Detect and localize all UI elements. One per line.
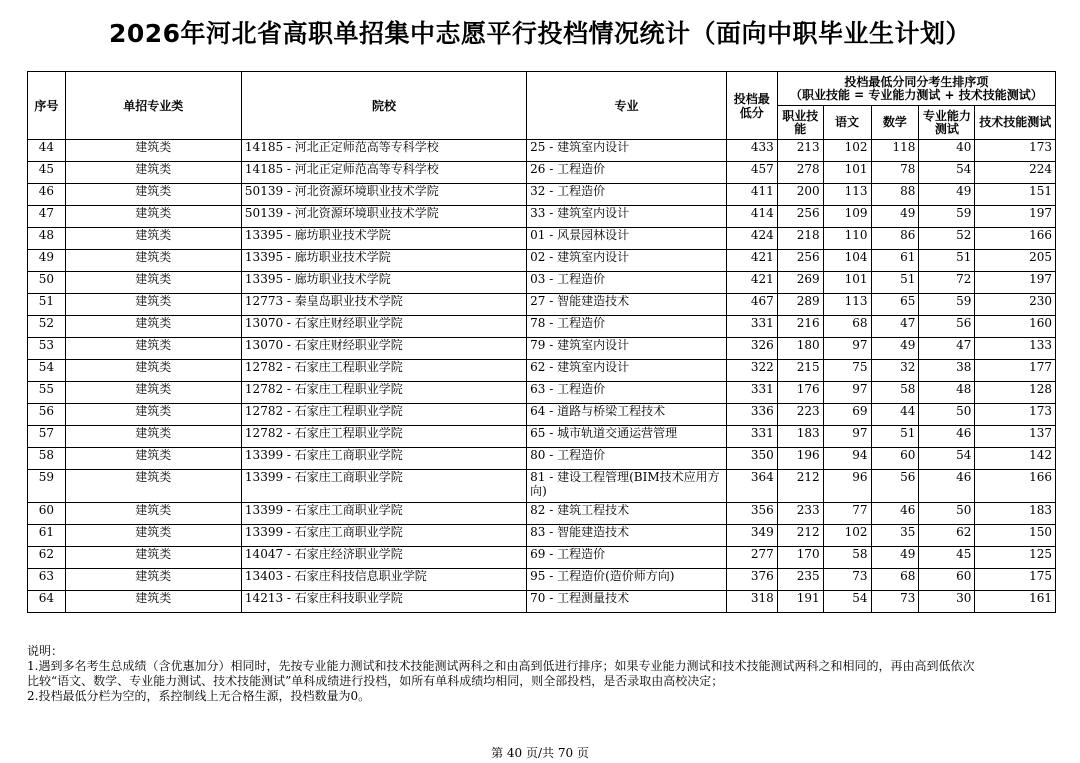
header-chinese: 语文	[823, 106, 871, 140]
cell-voc: 256	[777, 250, 823, 272]
cell-prof: 50	[919, 404, 975, 426]
cell-school: 13399 - 石家庄工商职业学院	[241, 525, 526, 547]
cell-tech: 183	[975, 503, 1056, 525]
cell-voc: 218	[777, 228, 823, 250]
table-row	[28, 206, 1056, 228]
cell-chinese: 54	[823, 591, 871, 613]
cell-math: 60	[871, 448, 919, 470]
table-row	[28, 525, 1056, 547]
cell-category: 建筑类	[65, 404, 241, 426]
cell-category: 建筑类	[65, 470, 241, 503]
table-row	[28, 448, 1056, 470]
cell-voc: 223	[777, 404, 823, 426]
table-row	[28, 470, 1056, 503]
cell-voc: 212	[777, 525, 823, 547]
cell-voc: 183	[777, 426, 823, 448]
header-voc: 职业技能	[777, 106, 823, 140]
cell-min-score: 331	[726, 316, 777, 338]
table-row	[28, 184, 1056, 206]
table-row	[28, 569, 1056, 591]
cell-min-score: 277	[726, 547, 777, 569]
table-row	[28, 591, 1056, 613]
cell-prof: 46	[919, 426, 975, 448]
cell-school: 14213 - 石家庄科技职业学院	[241, 591, 526, 613]
cell-school: 13395 - 廊坊职业技术学院	[241, 272, 526, 294]
cell-math: 49	[871, 338, 919, 360]
cell-chinese: 113	[823, 294, 871, 316]
table-row	[28, 316, 1056, 338]
cell-seq: 48	[28, 228, 66, 250]
cell-min-score: 331	[726, 382, 777, 404]
note-line-1: 1.遇到多名考生总成绩（含优惠加分）相同时，先按专业能力测试和技术技能测试两科之和由高到低进行排序；如果专业能力测试和技术技能测试两科之和相同的，再由高到低依次	[27, 659, 975, 673]
table-row	[28, 228, 1056, 250]
cell-voc: 200	[777, 184, 823, 206]
cell-prof: 56	[919, 316, 975, 338]
cell-voc: 213	[777, 140, 823, 162]
cell-tech: 230	[975, 294, 1056, 316]
cell-tech: 151	[975, 184, 1056, 206]
cell-math: 73	[871, 591, 919, 613]
cell-voc: 191	[777, 591, 823, 613]
cell-math: 58	[871, 382, 919, 404]
cell-min-score: 433	[726, 140, 777, 162]
cell-tech: 125	[975, 547, 1056, 569]
header-school: 院校	[241, 72, 526, 140]
cell-tech: 173	[975, 404, 1056, 426]
cell-major: 27 - 智能建造技术	[527, 294, 727, 316]
cell-math: 86	[871, 228, 919, 250]
cell-category: 建筑类	[65, 250, 241, 272]
cell-school: 14185 - 河北正定师范高等专科学校	[241, 140, 526, 162]
cell-category: 建筑类	[65, 140, 241, 162]
cell-prof: 59	[919, 206, 975, 228]
cell-major: 70 - 工程测量技术	[527, 591, 727, 613]
table-row	[28, 140, 1056, 162]
cell-chinese: 58	[823, 547, 871, 569]
table-row	[28, 338, 1056, 360]
table-row	[28, 294, 1056, 316]
cell-school: 12782 - 石家庄工程职业学院	[241, 426, 526, 448]
cell-math: 49	[871, 547, 919, 569]
cell-min-score: 356	[726, 503, 777, 525]
cell-major: 69 - 工程造价	[527, 547, 727, 569]
cell-math: 49	[871, 206, 919, 228]
cell-min-score: 376	[726, 569, 777, 591]
cell-chinese: 109	[823, 206, 871, 228]
cell-category: 建筑类	[65, 382, 241, 404]
cell-prof: 47	[919, 338, 975, 360]
cell-math: 88	[871, 184, 919, 206]
cell-tech: 205	[975, 250, 1056, 272]
note-line-3: 2.投档最低分栏为空的，系控制线上无合格生源，投档数量为0。	[27, 689, 371, 703]
header-rank-group-line2: （职业技能 = 专业能力测试 + 技术技能测试）	[789, 87, 1043, 102]
table-row	[28, 272, 1056, 294]
cell-major: 81 - 建设工程管理(BIM技术应用方向)	[527, 470, 727, 503]
cell-math: 47	[871, 316, 919, 338]
cell-prof: 48	[919, 382, 975, 404]
cell-min-score: 421	[726, 250, 777, 272]
cell-seq: 45	[28, 162, 66, 184]
cell-tech: 224	[975, 162, 1056, 184]
cell-chinese: 73	[823, 569, 871, 591]
cell-voc: 196	[777, 448, 823, 470]
header-category: 单招专业类	[65, 72, 241, 140]
page-title: 2026年河北省高职单招集中志愿平行投档情况统计（面向中职毕业生计划）	[108, 19, 972, 48]
cell-category: 建筑类	[65, 316, 241, 338]
cell-min-score: 336	[726, 404, 777, 426]
cell-category: 建筑类	[65, 338, 241, 360]
cell-prof: 62	[919, 525, 975, 547]
table-body	[28, 140, 1056, 613]
cell-school: 12782 - 石家庄工程职业学院	[241, 382, 526, 404]
cell-school: 12782 - 石家庄工程职业学院	[241, 404, 526, 426]
cell-major: 62 - 建筑室内设计	[527, 360, 727, 382]
table-row	[28, 503, 1056, 525]
cell-seq: 44	[28, 140, 66, 162]
cell-min-score: 349	[726, 525, 777, 547]
cell-seq: 46	[28, 184, 66, 206]
cell-category: 建筑类	[65, 272, 241, 294]
cell-category: 建筑类	[65, 503, 241, 525]
cell-tech: 161	[975, 591, 1056, 613]
cell-seq: 47	[28, 206, 66, 228]
cell-school: 13399 - 石家庄工商职业学院	[241, 470, 526, 503]
cell-category: 建筑类	[65, 206, 241, 228]
cell-major: 82 - 建筑工程技术	[527, 503, 727, 525]
cell-tech: 150	[975, 525, 1056, 547]
cell-voc: 289	[777, 294, 823, 316]
header-seq: 序号	[28, 72, 66, 140]
cell-chinese: 101	[823, 162, 871, 184]
cell-school: 14185 - 河北正定师范高等专科学校	[241, 162, 526, 184]
cell-seq: 62	[28, 547, 66, 569]
cell-category: 建筑类	[65, 591, 241, 613]
cell-prof: 45	[919, 547, 975, 569]
cell-prof: 38	[919, 360, 975, 382]
cell-major: 26 - 工程造价	[527, 162, 727, 184]
cell-school: 13403 - 石家庄科技信息职业学院	[241, 569, 526, 591]
cell-tech: 133	[975, 338, 1056, 360]
cell-prof: 40	[919, 140, 975, 162]
cell-tech: 197	[975, 206, 1056, 228]
cell-major: 64 - 道路与桥梁工程技术	[527, 404, 727, 426]
cell-major: 33 - 建筑室内设计	[527, 206, 727, 228]
table-row	[28, 360, 1056, 382]
cell-category: 建筑类	[65, 426, 241, 448]
cell-math: 65	[871, 294, 919, 316]
cell-tech: 166	[975, 228, 1056, 250]
cell-major: 83 - 智能建造技术	[527, 525, 727, 547]
cell-prof: 46	[919, 470, 975, 503]
table-row	[28, 547, 1056, 569]
cell-chinese: 104	[823, 250, 871, 272]
header-prof: 专业能力测试	[919, 106, 975, 140]
cell-chinese: 102	[823, 140, 871, 162]
cell-seq: 55	[28, 382, 66, 404]
cell-school: 50139 - 河北资源环境职业技术学院	[241, 184, 526, 206]
cell-school: 12782 - 石家庄工程职业学院	[241, 360, 526, 382]
header-rank-group	[777, 72, 1055, 106]
cell-seq: 54	[28, 360, 66, 382]
cell-seq: 51	[28, 294, 66, 316]
cell-min-score: 364	[726, 470, 777, 503]
table-row	[28, 162, 1056, 184]
cell-min-score: 421	[726, 272, 777, 294]
note-line-2: 比较“语文、数学、专业能力测试、技术技能测试”单科成绩进行投档，如所有单科成绩均相同，则全部投档，是否录取由高校决定；	[27, 674, 724, 688]
cell-prof: 50	[919, 503, 975, 525]
cell-major: 63 - 工程造价	[527, 382, 727, 404]
cell-seq: 49	[28, 250, 66, 272]
cell-prof: 54	[919, 162, 975, 184]
cell-tech: 137	[975, 426, 1056, 448]
cell-min-score: 467	[726, 294, 777, 316]
header-min-score: 投档最低分	[726, 72, 777, 140]
cell-category: 建筑类	[65, 228, 241, 250]
cell-voc: 278	[777, 162, 823, 184]
cell-chinese: 110	[823, 228, 871, 250]
cell-prof: 51	[919, 250, 975, 272]
cell-math: 51	[871, 272, 919, 294]
cell-min-score: 322	[726, 360, 777, 382]
cell-seq: 63	[28, 569, 66, 591]
cell-seq: 57	[28, 426, 66, 448]
notes	[27, 644, 1057, 704]
cell-tech: 166	[975, 470, 1056, 503]
cell-math: 118	[871, 140, 919, 162]
cell-major: 79 - 建筑室内设计	[527, 338, 727, 360]
cell-voc: 269	[777, 272, 823, 294]
cell-voc: 180	[777, 338, 823, 360]
cell-math: 44	[871, 404, 919, 426]
cell-major: 78 - 工程造价	[527, 316, 727, 338]
cell-seq: 50	[28, 272, 66, 294]
cell-min-score: 424	[726, 228, 777, 250]
cell-chinese: 97	[823, 382, 871, 404]
cell-prof: 30	[919, 591, 975, 613]
cell-category: 建筑类	[65, 360, 241, 382]
cell-tech: 177	[975, 360, 1056, 382]
cell-chinese: 68	[823, 316, 871, 338]
notes-heading: 说明：	[27, 644, 64, 658]
table-row	[28, 404, 1056, 426]
cell-seq: 64	[28, 591, 66, 613]
cell-school: 13070 - 石家庄财经职业学院	[241, 338, 526, 360]
cell-chinese: 97	[823, 338, 871, 360]
cell-tech: 128	[975, 382, 1056, 404]
cell-chinese: 97	[823, 426, 871, 448]
cell-seq: 61	[28, 525, 66, 547]
cell-tech: 175	[975, 569, 1056, 591]
cell-school: 13070 - 石家庄财经职业学院	[241, 316, 526, 338]
cell-school: 13399 - 石家庄工商职业学院	[241, 448, 526, 470]
cell-min-score: 350	[726, 448, 777, 470]
cell-math: 68	[871, 569, 919, 591]
cell-math: 46	[871, 503, 919, 525]
cell-math: 32	[871, 360, 919, 382]
table-row	[28, 382, 1056, 404]
cell-category: 建筑类	[65, 448, 241, 470]
cell-min-score: 326	[726, 338, 777, 360]
cell-min-score: 457	[726, 162, 777, 184]
cell-seq: 52	[28, 316, 66, 338]
page-number: 第 40 页/共 70 页	[491, 746, 589, 760]
cell-school: 12773 - 秦皇岛职业技术学院	[241, 294, 526, 316]
table-row	[28, 426, 1056, 448]
cell-school: 13395 - 廊坊职业技术学院	[241, 250, 526, 272]
header-rank-group-line1: 投档最低分同分考生排序项	[844, 74, 989, 89]
cell-school: 13399 - 石家庄工商职业学院	[241, 503, 526, 525]
cell-voc: 233	[777, 503, 823, 525]
cell-seq: 58	[28, 448, 66, 470]
cell-category: 建筑类	[65, 294, 241, 316]
cell-seq: 59	[28, 470, 66, 503]
cell-category: 建筑类	[65, 547, 241, 569]
cell-major: 65 - 城市轨道交通运营管理	[527, 426, 727, 448]
cell-category: 建筑类	[65, 569, 241, 591]
cell-prof: 60	[919, 569, 975, 591]
cell-min-score: 414	[726, 206, 777, 228]
cell-prof: 72	[919, 272, 975, 294]
cell-chinese: 101	[823, 272, 871, 294]
cell-chinese: 94	[823, 448, 871, 470]
table-row	[28, 250, 1056, 272]
cell-min-score: 318	[726, 591, 777, 613]
cell-voc: 176	[777, 382, 823, 404]
cell-chinese: 77	[823, 503, 871, 525]
cell-major: 02 - 建筑室内设计	[527, 250, 727, 272]
cell-seq: 53	[28, 338, 66, 360]
cell-tech: 142	[975, 448, 1056, 470]
cell-seq: 56	[28, 404, 66, 426]
cell-voc: 256	[777, 206, 823, 228]
cell-tech: 160	[975, 316, 1056, 338]
cell-major: 25 - 建筑室内设计	[527, 140, 727, 162]
cell-prof: 59	[919, 294, 975, 316]
cell-category: 建筑类	[65, 525, 241, 547]
cell-math: 61	[871, 250, 919, 272]
cell-seq: 60	[28, 503, 66, 525]
cell-tech: 173	[975, 140, 1056, 162]
header-math: 数学	[871, 106, 919, 140]
admission-table	[27, 71, 1056, 613]
cell-chinese: 113	[823, 184, 871, 206]
cell-voc: 212	[777, 470, 823, 503]
cell-math: 35	[871, 525, 919, 547]
cell-school: 14047 - 石家庄经济职业学院	[241, 547, 526, 569]
cell-category: 建筑类	[65, 162, 241, 184]
cell-chinese: 96	[823, 470, 871, 503]
cell-voc: 216	[777, 316, 823, 338]
cell-major: 03 - 工程造价	[527, 272, 727, 294]
header-major: 专业	[527, 72, 727, 140]
cell-math: 78	[871, 162, 919, 184]
cell-prof: 54	[919, 448, 975, 470]
cell-min-score: 411	[726, 184, 777, 206]
cell-chinese: 75	[823, 360, 871, 382]
header-tech: 技术技能测试	[975, 106, 1056, 140]
cell-voc: 235	[777, 569, 823, 591]
cell-min-score: 331	[726, 426, 777, 448]
cell-major: 95 - 工程造价(造价师方向)	[527, 569, 727, 591]
cell-category: 建筑类	[65, 184, 241, 206]
cell-school: 13395 - 廊坊职业技术学院	[241, 228, 526, 250]
cell-chinese: 69	[823, 404, 871, 426]
cell-math: 51	[871, 426, 919, 448]
cell-major: 01 - 风景园林设计	[527, 228, 727, 250]
cell-prof: 49	[919, 184, 975, 206]
cell-voc: 215	[777, 360, 823, 382]
cell-school: 50139 - 河北资源环境职业技术学院	[241, 206, 526, 228]
cell-prof: 52	[919, 228, 975, 250]
cell-math: 56	[871, 470, 919, 503]
cell-chinese: 102	[823, 525, 871, 547]
cell-major: 32 - 工程造价	[527, 184, 727, 206]
cell-voc: 170	[777, 547, 823, 569]
cell-major: 80 - 工程造价	[527, 448, 727, 470]
cell-tech: 197	[975, 272, 1056, 294]
